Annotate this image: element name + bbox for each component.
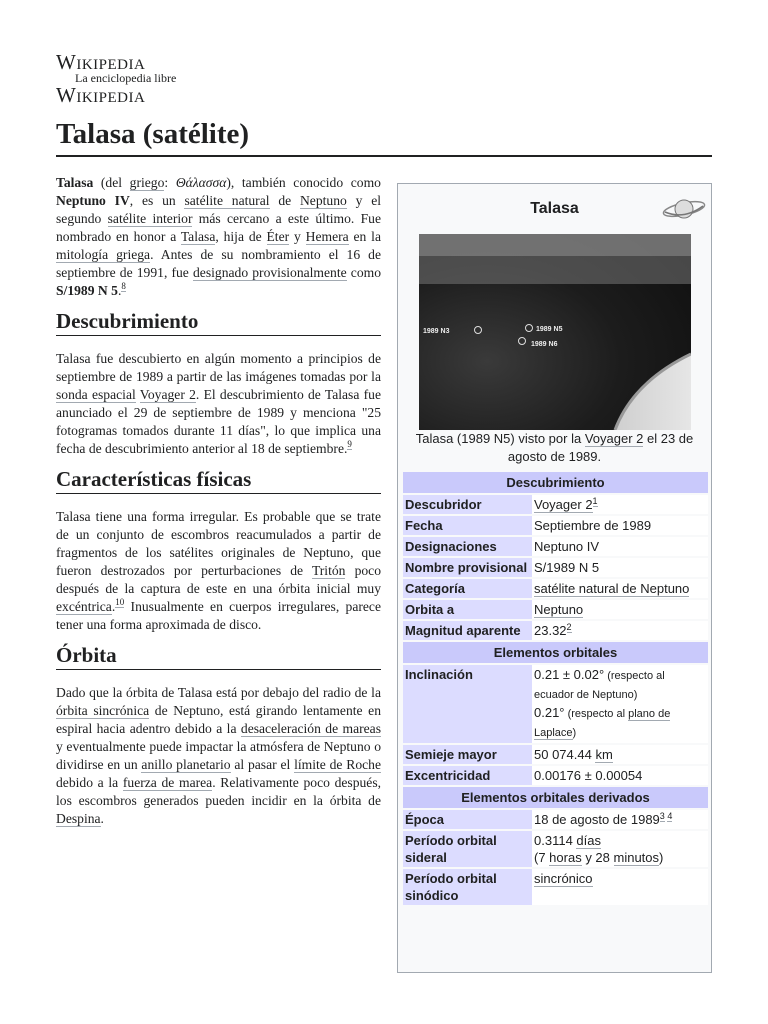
photo-label-n3: 1989 N3 [423, 328, 450, 335]
label-magnitud: Magnitud aparente [403, 621, 532, 640]
paragraph-orbita: Dado que la órbita de Talasa está por debajo del radio de la órbita sincrónica de Neptuno, está girando lentamente en espiral hacia adentro debido a la desaceleración de mareas y eventualmente puede impactar la atmósfera de Neptuno o dividirse en un anillo planetario al pasar el límite de Roche debido a la fuerza de marea. Relativamente poco después, los escombros generados pueden incidir en la órbita de Despina. [56, 685, 382, 826]
link-horas[interactable]: horas [549, 850, 582, 865]
intro-paragraph: Talasa (del griego: Θάλασσα), también conocido como Neptuno IV, es un satélite natural de Neptuno y el segundo satélite interior más cercano a este último. Fue nombrado en honor a Talasa, hija de Éter y Hemera en la mitología griega. Antes de su nombramiento el 16 de septiembre de 1991, fue designado provisionalmente como S/1989 N 5.$^8$ [56, 175, 382, 298]
link-griego[interactable]: griego [129, 175, 165, 190]
table-row [403, 810, 708, 829]
logo-wordmark-secondary: Wikipedia [56, 83, 146, 107]
value-inclinacion-2: 0.21° [534, 705, 565, 720]
value-periodo-sideral: 0.3114 [534, 833, 577, 848]
link-fuerza-marea[interactable]: fuerza de marea [122, 775, 213, 790]
value-magnitud: 23.32 [534, 623, 567, 638]
link-orbita-sincronica[interactable]: órbita sincrónica [56, 703, 150, 718]
link-hemera[interactable]: Hemera [305, 229, 349, 244]
heading-caracteristicas: Características físicas [56, 470, 381, 494]
photo-label-n6: 1989 N6 [531, 341, 558, 348]
voyager-photo[interactable] [419, 234, 691, 430]
value-inclinacion-1: 0.21 ± 0.02° [534, 667, 605, 682]
table-row: Período orbital sideral 0.3114 días (7 horas y 28 minutos) [403, 831, 708, 867]
link-km[interactable]: km [595, 747, 613, 762]
ref-3[interactable]: 3 [659, 810, 665, 821]
table-row [403, 745, 708, 764]
photo-label-n5: 1989 N5 [536, 326, 563, 333]
section-descubrimiento: Descubrimiento [403, 472, 708, 493]
wikipedia-logo[interactable] [56, 52, 206, 105]
value-epoca: 18 de agosto de 1989 [534, 812, 660, 827]
value-excentricidad: 0.00176 ± 0.00054 [532, 766, 708, 785]
label-inclinacion: Inclinación [403, 665, 532, 743]
label-categoria: Categoría [403, 579, 532, 598]
bold-text: Talasa [56, 175, 94, 190]
planet-icon[interactable] [661, 194, 707, 224]
table-row: Inclinación 0.21 ± 0.02° (respecto al ecuador de Neptuno) 0.21° (respecto al plano de Laplace) [403, 665, 708, 743]
table-row [403, 600, 708, 619]
paragraph-descubrimiento: Talasa fue descubierto en algún momento a principios de septiembre de 1989 a partir de las imágenes tomadas por la sonda espacial Voyager 2. El descubrimiento de Talasa fue anunciado el 29 de septiembre de 1989 y menciona "25 fotogramas tomados durante 11 días", lo que implica una fecha de descubrimiento anterior al 18 de septiembre.$^9$ [56, 351, 382, 456]
greek-name: Θάλασσα [175, 175, 227, 190]
link-voyager-2-infobox[interactable]: Voyager 2 [534, 497, 593, 512]
link-minutos[interactable]: minutos [613, 850, 660, 865]
link-anillo-planetario[interactable]: anillo planetario [141, 757, 231, 772]
label-periodo-sinodico: Período orbital sinódico [403, 869, 532, 905]
link-sonda-espacial[interactable]: sonda espacial [56, 387, 136, 402]
label-fecha: Fecha [403, 516, 532, 535]
link-excentrica[interactable]: excéntrica [56, 599, 112, 614]
link-orbita-neptuno[interactable]: Neptuno [534, 602, 584, 617]
infobox-title: Talasa [530, 200, 579, 217]
heading-orbita: Órbita [56, 646, 381, 670]
infobox-table [403, 470, 708, 907]
section-elementos-orbitales: Elementos orbitales [403, 642, 708, 663]
value-semieje: 50 074.44 [534, 747, 596, 762]
link-voyager-2-caption[interactable]: Voyager 2 [584, 431, 644, 446]
logo-tagline: La enciclopedia libre [75, 71, 177, 85]
logo-wordmark: Wikipedia [56, 50, 146, 74]
link-voyager-2[interactable]: Voyager 2 [139, 387, 196, 402]
link-satelite-interior[interactable]: satélite interior [107, 211, 193, 226]
link-neptuno[interactable]: Neptuno [299, 193, 347, 208]
table-row [403, 558, 708, 577]
table-row [403, 869, 708, 905]
label-nombre-provisional: Nombre provisional [403, 558, 532, 577]
table-row [403, 579, 708, 598]
table-row [403, 537, 708, 556]
infobox [397, 183, 712, 973]
article-body [56, 174, 381, 840]
paragraph-caracteristicas: Talasa tiene una forma irregular. Es probable que se trate de un conjunto de escombros reacumulados a partir de fragmentos de los satélites originales de Neptuno, que fueron destrozados por perturbaciones de Tritón poco después de la captura de este en una órbita inicial muy excéntrica.$^{10}$ Inusualmente en cuerpos irregulares, parece tener una forma aproximada de disco. [56, 509, 381, 632]
ref-9[interactable]: 9 [347, 439, 352, 450]
page-title: Talasa (satélite) [56, 118, 712, 157]
link-mitologia-griega[interactable]: mitología griega [56, 247, 151, 262]
link-satelite-natural[interactable]: satélite natural [184, 193, 270, 208]
link-categoria[interactable]: satélite natural de Neptuno [534, 581, 690, 596]
heading-descubrimiento: Descubrimiento [56, 312, 381, 336]
link-sincronico[interactable]: sincrónico [534, 871, 593, 886]
label-semieje: Semieje mayor [403, 745, 532, 764]
infobox-header [398, 184, 711, 234]
value-nombre-provisional: S/1989 N 5 [532, 558, 708, 577]
ref-10[interactable]: 10 [115, 597, 125, 608]
label-excentricidad: Excentricidad [403, 766, 532, 785]
link-dias[interactable]: días [576, 833, 601, 848]
value-fecha: Septiembre de 1989 [532, 516, 708, 535]
link-talasa[interactable]: Talasa [180, 229, 216, 244]
link-eter[interactable]: Éter [266, 229, 290, 244]
link-despina[interactable]: Despina [56, 811, 101, 826]
ref-8[interactable]: 8 [121, 281, 126, 292]
link-limite-roche[interactable]: límite de Roche [294, 757, 381, 772]
link-plano-laplace[interactable]: plano de Laplace [534, 708, 671, 739]
label-epoca: Época [403, 810, 532, 829]
bold-text: S/1989 N 5 [56, 283, 118, 298]
table-row [403, 621, 708, 640]
photo-caption: Talasa (1989 N5) visto por la Voyager 2 el 23 de agosto de 1989. [415, 431, 694, 464]
label-orbita-a: Orbita a [403, 600, 532, 619]
link-triton[interactable]: Tritón [311, 563, 346, 578]
link-desaceleracion-mareas[interactable]: desaceleración de mareas [240, 721, 381, 736]
link-designado-provisionalmente[interactable]: designado provisionalmente [193, 265, 347, 280]
label-periodo-sideral: Período orbital sideral [403, 831, 532, 867]
table-row [403, 495, 708, 514]
table-row [403, 516, 708, 535]
section-elementos-derivados: Elementos orbitales derivados [403, 787, 708, 808]
table-row [403, 766, 708, 785]
label-descubridor: Descubridor [403, 495, 532, 514]
ref-2[interactable]: 2 [566, 621, 572, 632]
label-designaciones: Designaciones [403, 537, 532, 556]
ref-1[interactable]: 1 [592, 495, 598, 506]
value-designaciones: Neptuno IV [532, 537, 708, 556]
ref-4[interactable]: 4 [667, 810, 673, 821]
bold-text: Neptuno IV [56, 193, 130, 208]
